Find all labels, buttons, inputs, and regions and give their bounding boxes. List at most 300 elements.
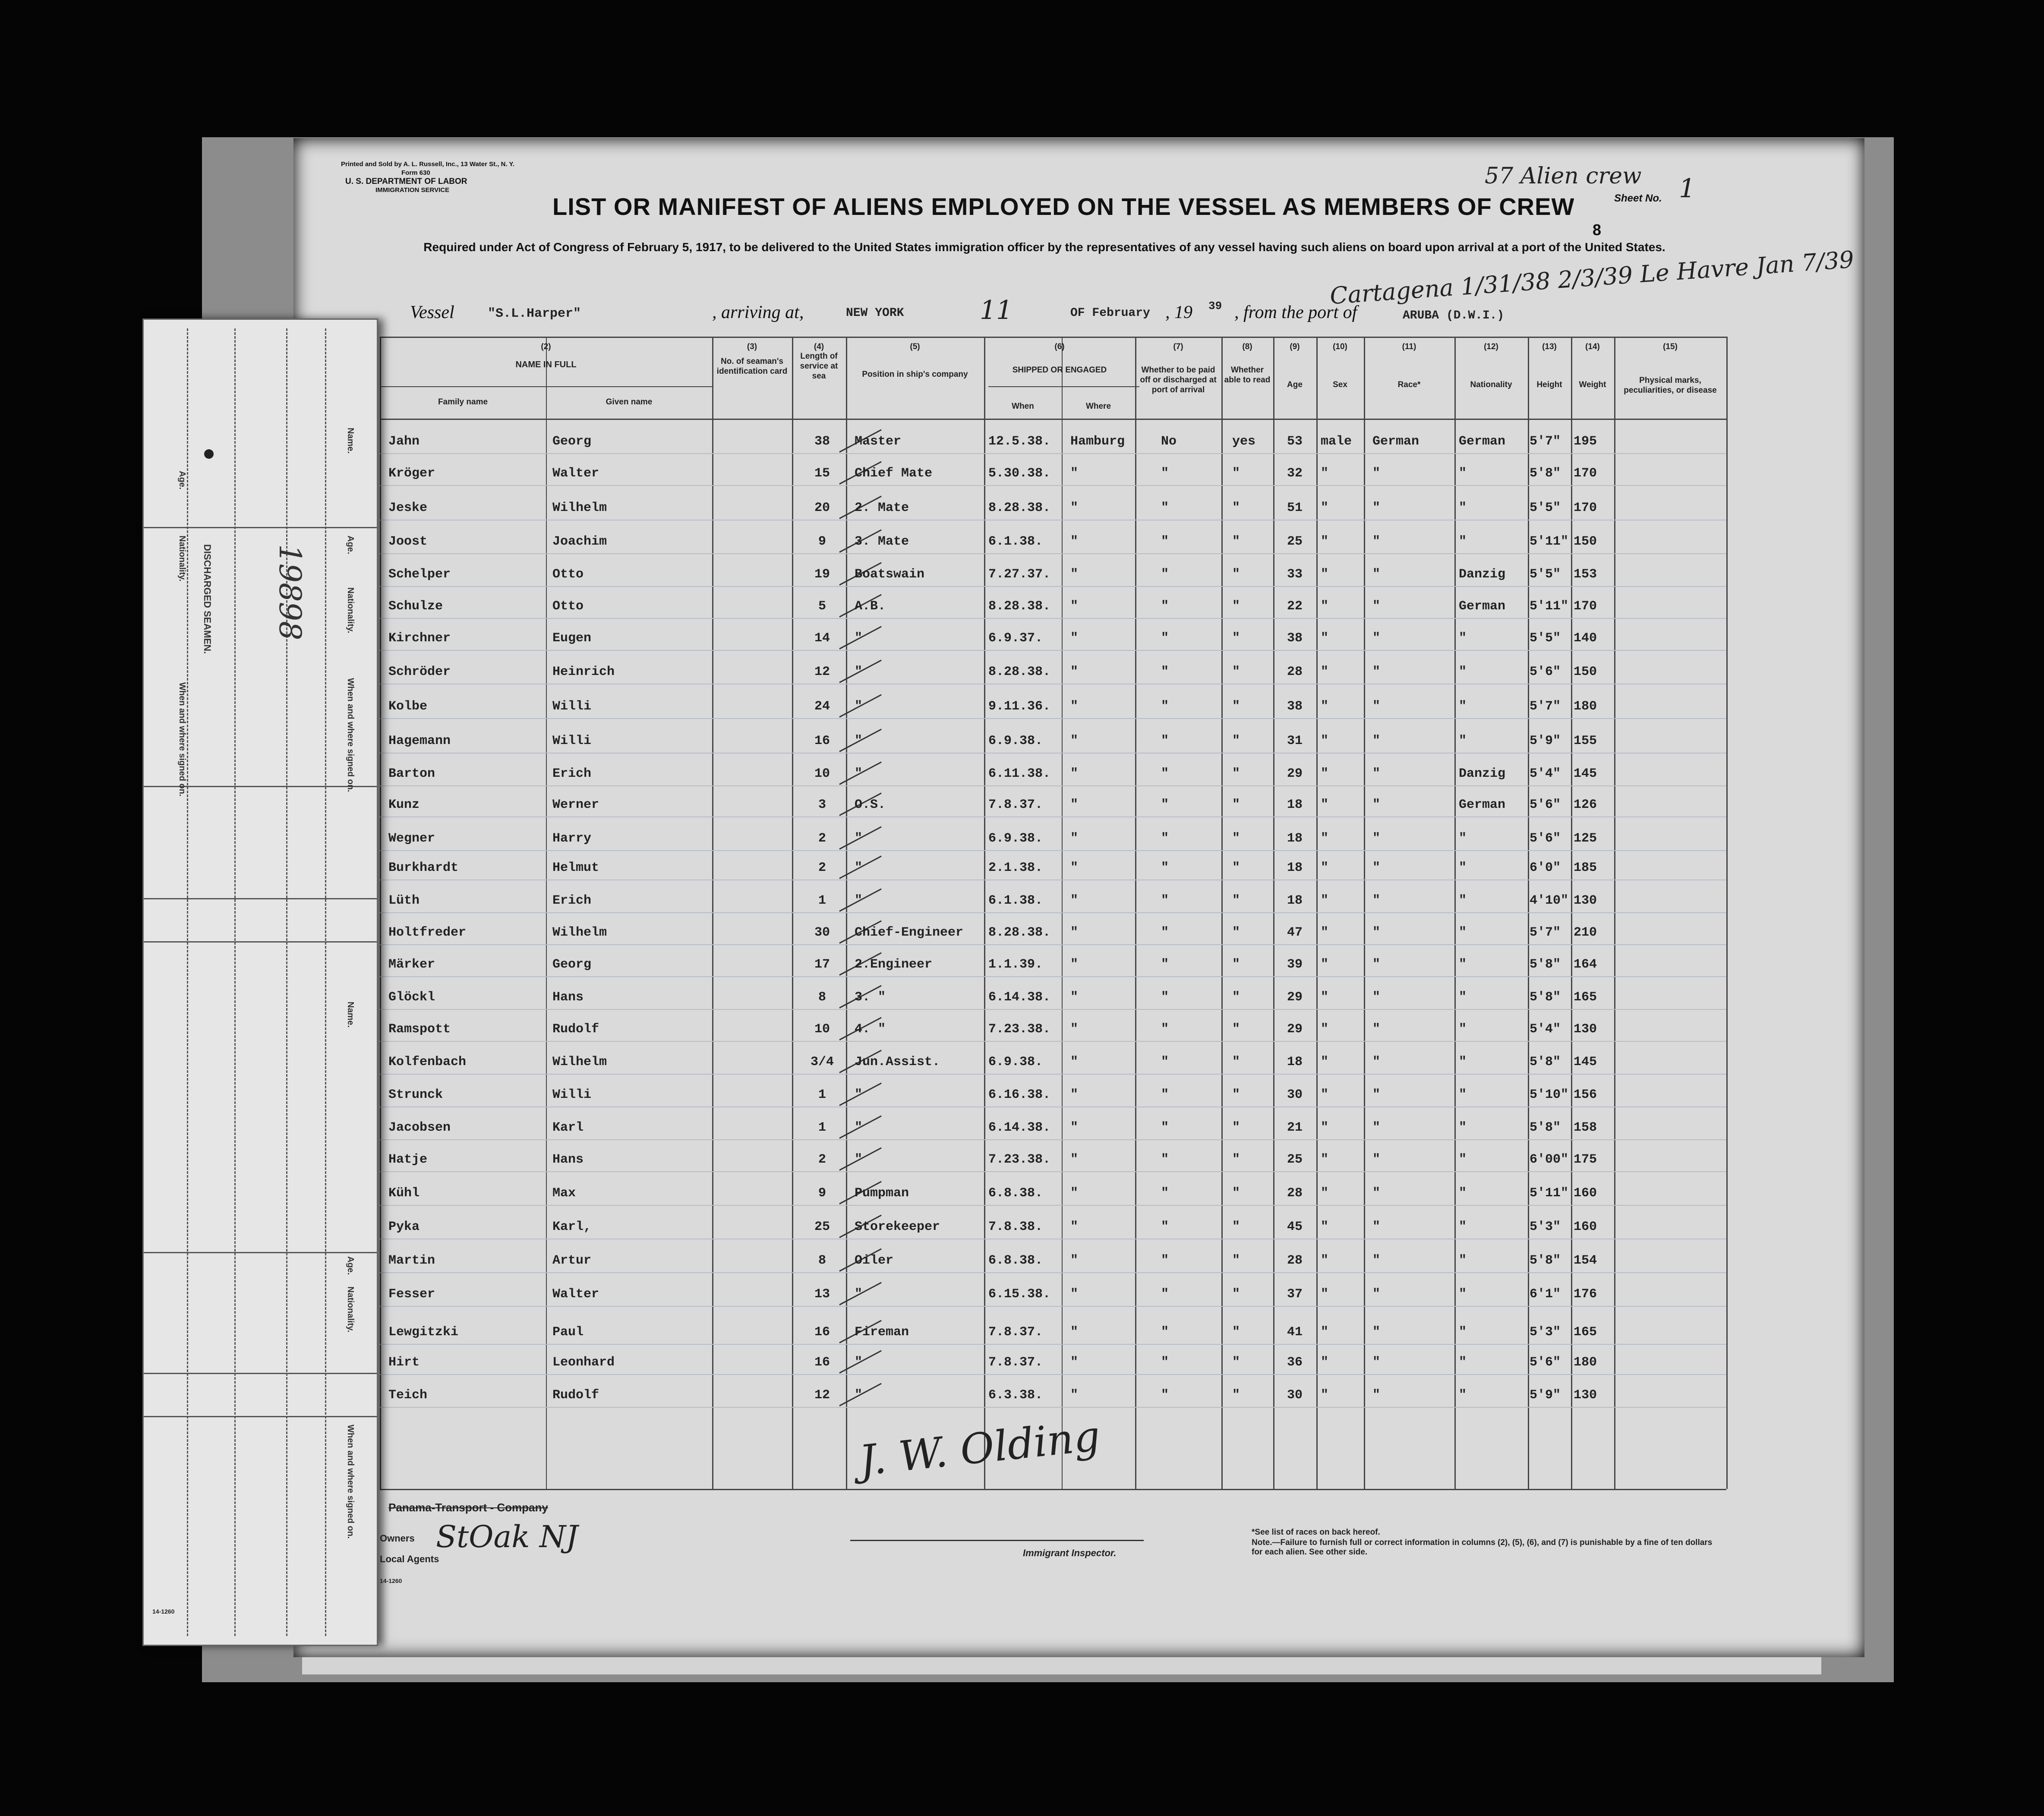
page-subtitle: Required under Act of Congress of February 5, 1917, to be delivered to the United States immigration officer by the representatives of any vessel having such aliens on board upon arrival at a port of the United States. bbox=[423, 240, 1665, 254]
cell-when: 7.23.38. bbox=[988, 1152, 1051, 1167]
cell-given: Willi bbox=[552, 734, 592, 748]
cell-read: " bbox=[1232, 861, 1240, 875]
cell-height: 5'8" bbox=[1530, 466, 1561, 481]
cell-service: 20 bbox=[814, 501, 830, 515]
cell-weight: 156 bbox=[1574, 1088, 1597, 1102]
cell-service: 9 bbox=[818, 1186, 826, 1201]
cell-where: " bbox=[1070, 466, 1079, 481]
cell-race: " bbox=[1372, 1220, 1381, 1234]
cell-when: 8.28.38. bbox=[988, 925, 1051, 940]
cell-position: Jun.Assist. bbox=[855, 1055, 940, 1069]
row-rule bbox=[380, 1407, 1726, 1408]
cell-paid: " bbox=[1161, 1022, 1169, 1037]
col12-number: (12) bbox=[1484, 342, 1498, 351]
given-name-header: Given name bbox=[606, 397, 653, 407]
flap-dashed-line bbox=[286, 328, 287, 1636]
cell-height: 5'9" bbox=[1530, 1388, 1561, 1403]
cell-read: " bbox=[1232, 1287, 1240, 1302]
cell-nationality: " bbox=[1459, 501, 1467, 515]
cell-where: " bbox=[1070, 567, 1079, 582]
cell-read: " bbox=[1232, 1055, 1240, 1069]
col6-header: SHIPPED OR ENGAGED bbox=[1012, 366, 1107, 375]
agents-handwriting: StOak NJ bbox=[436, 1519, 578, 1554]
cell-race: " bbox=[1372, 699, 1381, 714]
cell-given: Willi bbox=[552, 699, 592, 714]
cell-where: " bbox=[1070, 990, 1079, 1005]
cell-position: Pumpman bbox=[855, 1186, 909, 1201]
cell-read: " bbox=[1232, 599, 1240, 614]
cell-height: 4'10" bbox=[1530, 893, 1569, 908]
cell-paid: " bbox=[1161, 1152, 1169, 1167]
cell-sex: " bbox=[1321, 1253, 1329, 1268]
cell-service: 17 bbox=[814, 957, 830, 972]
cell-service: 1 bbox=[818, 893, 826, 908]
cell-weight: 180 bbox=[1574, 699, 1597, 714]
cell-sex: " bbox=[1321, 534, 1329, 549]
col5-header: Position in ship's company bbox=[862, 370, 968, 379]
cell-age: 18 bbox=[1287, 861, 1303, 875]
cell-given: Karl bbox=[552, 1120, 584, 1135]
row-rule bbox=[380, 850, 1726, 851]
cell-race: " bbox=[1372, 1186, 1381, 1201]
col11-header: Race* bbox=[1397, 380, 1421, 389]
owners-label: Owners bbox=[380, 1533, 415, 1544]
cell-when: 7.23.38. bbox=[988, 1022, 1051, 1037]
col9-number: (9) bbox=[1290, 342, 1300, 351]
cell-where: " bbox=[1070, 925, 1079, 940]
cell-age: 51 bbox=[1287, 501, 1303, 515]
cell-read: " bbox=[1232, 1253, 1240, 1268]
cell-age: 25 bbox=[1287, 534, 1303, 549]
cell-service: 16 bbox=[814, 734, 830, 748]
cell-race: " bbox=[1372, 1152, 1381, 1167]
cell-paid: " bbox=[1161, 1220, 1169, 1234]
cell-sex: " bbox=[1321, 466, 1329, 481]
cell-weight: 176 bbox=[1574, 1287, 1597, 1302]
cell-family: Schulze bbox=[388, 599, 443, 614]
cell-race: " bbox=[1372, 1022, 1381, 1037]
cell-family: Kunz bbox=[388, 798, 420, 812]
cell-paid: " bbox=[1161, 957, 1169, 972]
cell-where: " bbox=[1070, 1055, 1079, 1069]
cell-sex: " bbox=[1321, 567, 1329, 582]
cell-age: 31 bbox=[1287, 734, 1303, 748]
row-rule bbox=[380, 1074, 1726, 1075]
cell-when: 7.8.37. bbox=[988, 798, 1043, 812]
cell-age: 29 bbox=[1287, 990, 1303, 1005]
cell-race: " bbox=[1372, 1388, 1381, 1403]
cell-family: Ramspott bbox=[388, 1022, 451, 1037]
cell-sex: " bbox=[1321, 831, 1329, 846]
cell-where: " bbox=[1070, 1253, 1079, 1268]
family-name-header: Family name bbox=[438, 397, 488, 407]
col7-header: Whether to be paid off or discharged at port of arrival bbox=[1140, 366, 1217, 394]
cell-paid: " bbox=[1161, 599, 1169, 614]
cell-when: 12.5.38. bbox=[988, 434, 1051, 449]
cell-race: " bbox=[1372, 1325, 1381, 1340]
cell-family: Schröder bbox=[388, 665, 451, 679]
cell-family: Jahn bbox=[388, 434, 420, 449]
cell-height: 6'1" bbox=[1530, 1287, 1561, 1302]
cell-read: " bbox=[1232, 1325, 1240, 1340]
cell-paid: " bbox=[1161, 1120, 1169, 1135]
cell-age: 47 bbox=[1287, 925, 1303, 940]
handwritten-crew-count: 57 Alien crew bbox=[1485, 163, 1642, 189]
cell-height: 5'7" bbox=[1530, 434, 1561, 449]
inspector-signature: J. W. Olding bbox=[857, 1412, 1103, 1485]
cell-height: 5'3" bbox=[1530, 1220, 1561, 1234]
cell-age: 53 bbox=[1287, 434, 1303, 449]
year-suffix: 39 bbox=[1208, 300, 1222, 312]
cell-when: 6.3.38. bbox=[988, 1388, 1043, 1403]
cell-weight: 155 bbox=[1574, 734, 1597, 748]
row-rule bbox=[380, 1344, 1726, 1345]
cell-race: " bbox=[1372, 1355, 1381, 1370]
cell-weight: 130 bbox=[1574, 1388, 1597, 1403]
cell-read: " bbox=[1232, 501, 1240, 515]
col8-header: Whether able to read bbox=[1224, 366, 1271, 385]
form-number: Form 630 bbox=[401, 169, 430, 177]
cell-given: Max bbox=[552, 1186, 576, 1201]
cell-when: 9.11.36. bbox=[988, 699, 1051, 714]
cell-age: 29 bbox=[1287, 1022, 1303, 1037]
row-rule bbox=[380, 485, 1726, 486]
cell-read: " bbox=[1232, 665, 1240, 679]
cell-height: 5'11" bbox=[1530, 534, 1569, 549]
cell-height: 5'4" bbox=[1530, 766, 1561, 781]
cell-height: 5'8" bbox=[1530, 1120, 1561, 1135]
row-rule bbox=[380, 1272, 1726, 1273]
cell-when: 6.9.38. bbox=[988, 831, 1043, 846]
cell-family: Kröger bbox=[388, 466, 435, 481]
cell-family: Joost bbox=[388, 534, 428, 549]
cell-service: 19 bbox=[814, 567, 830, 582]
cell-paid: " bbox=[1161, 893, 1169, 908]
cell-position: " bbox=[855, 1088, 863, 1102]
cell-given: Joachim bbox=[552, 534, 607, 549]
row-rule bbox=[380, 1009, 1726, 1010]
cell-position: " bbox=[855, 665, 863, 679]
cell-where: Hamburg bbox=[1070, 434, 1125, 449]
flap-form-code: 14-1260 bbox=[152, 1608, 175, 1615]
cell-weight: 175 bbox=[1574, 1152, 1597, 1167]
cell-sex: " bbox=[1321, 957, 1329, 972]
cell-position: " bbox=[855, 1120, 863, 1135]
cell-family: Strunck bbox=[388, 1088, 443, 1102]
cell-age: 37 bbox=[1287, 1287, 1303, 1302]
cell-paid: " bbox=[1161, 1186, 1169, 1201]
cell-service: 1 bbox=[818, 1088, 826, 1102]
manifest-table bbox=[380, 337, 1726, 1498]
row-rule bbox=[380, 586, 1726, 587]
cell-age: 38 bbox=[1287, 699, 1303, 714]
company-name: Panama-Transport - Company bbox=[388, 1501, 548, 1514]
cell-weight: 125 bbox=[1574, 831, 1597, 846]
mark-8: 8 bbox=[1593, 221, 1602, 239]
cell-nationality: " bbox=[1459, 1022, 1467, 1037]
cell-when: 7.27.37. bbox=[988, 567, 1051, 582]
row-rule bbox=[380, 1041, 1726, 1042]
cell-age: 18 bbox=[1287, 831, 1303, 846]
cell-sex: " bbox=[1321, 1120, 1329, 1135]
vessel-label: Vessel bbox=[410, 303, 454, 322]
cell-when: 6.1.38. bbox=[988, 893, 1043, 908]
cell-where: " bbox=[1070, 665, 1079, 679]
sheet-label: Sheet No. bbox=[1614, 192, 1662, 204]
cell-position: " bbox=[855, 893, 863, 908]
inspector-label: Immigrant Inspector. bbox=[1023, 1548, 1117, 1558]
cell-when: 2.1.38. bbox=[988, 861, 1043, 875]
cell-age: 45 bbox=[1287, 1220, 1303, 1234]
cell-paid: " bbox=[1161, 798, 1169, 812]
cell-when: 5.30.38. bbox=[988, 466, 1051, 481]
col6-number: (6) bbox=[1054, 342, 1065, 351]
row-rule bbox=[380, 1139, 1726, 1140]
cell-given: Georg bbox=[552, 434, 592, 449]
flap-stamp-number: 19898 bbox=[272, 544, 308, 640]
cell-sex: " bbox=[1321, 1055, 1329, 1069]
cell-race: " bbox=[1372, 861, 1381, 875]
handwritten-ports: Cartagena 1/31/38 2/3/39 Le Havre Jan 7/39 bbox=[1329, 246, 1855, 310]
cell-height: 5'4" bbox=[1530, 1022, 1561, 1037]
cell-race: " bbox=[1372, 631, 1381, 646]
col3-number: (3) bbox=[747, 342, 757, 351]
cell-paid: " bbox=[1161, 1055, 1169, 1069]
cell-read: " bbox=[1232, 925, 1240, 940]
cell-read: " bbox=[1232, 567, 1240, 582]
flap-rule bbox=[144, 527, 377, 528]
cell-family: Burkhardt bbox=[388, 861, 459, 875]
cell-service: 3/4 bbox=[810, 1055, 834, 1069]
cell-weight: 180 bbox=[1574, 1355, 1597, 1370]
cell-family: Teich bbox=[388, 1388, 428, 1403]
cell-where: " bbox=[1070, 861, 1079, 875]
cell-nationality: " bbox=[1459, 1287, 1467, 1302]
cell-when: 6.9.38. bbox=[988, 734, 1043, 748]
cell-position: " bbox=[855, 1287, 863, 1302]
cell-sex: " bbox=[1321, 861, 1329, 875]
table-top-border bbox=[380, 337, 1726, 338]
cell-read: " bbox=[1232, 631, 1240, 646]
cell-read: " bbox=[1232, 798, 1240, 812]
cell-given: Helmut bbox=[552, 861, 599, 875]
cell-where: " bbox=[1070, 501, 1079, 515]
cell-nationality: " bbox=[1459, 734, 1467, 748]
col4-header: Length of service at sea bbox=[800, 352, 838, 381]
cell-race: " bbox=[1372, 567, 1381, 582]
cell-given: Artur bbox=[552, 1253, 592, 1268]
cell-paid: No bbox=[1161, 434, 1177, 449]
col5-number: (5) bbox=[910, 342, 920, 351]
cell-read: " bbox=[1232, 1022, 1240, 1037]
cell-when: 6.9.38. bbox=[988, 1055, 1043, 1069]
row-rule bbox=[380, 1205, 1726, 1206]
cell-read: " bbox=[1232, 957, 1240, 972]
cell-read: " bbox=[1232, 766, 1240, 781]
cell-sex: " bbox=[1321, 893, 1329, 908]
cell-race: " bbox=[1372, 665, 1381, 679]
cell-paid: " bbox=[1161, 699, 1169, 714]
cell-weight: 210 bbox=[1574, 925, 1597, 940]
when-header: When bbox=[1012, 402, 1034, 411]
cell-age: 41 bbox=[1287, 1325, 1303, 1340]
cell-read: " bbox=[1232, 1152, 1240, 1167]
row-rule bbox=[380, 785, 1726, 786]
cell-sex: " bbox=[1321, 1287, 1329, 1302]
cell-family: Glöckl bbox=[388, 990, 435, 1005]
cell-given: Hans bbox=[552, 1152, 584, 1167]
cell-family: Barton bbox=[388, 766, 435, 781]
flap-sub-when-where: When and where signed on. bbox=[177, 682, 187, 797]
cell-position: 3. " bbox=[855, 990, 886, 1005]
year-prefix: , 19 bbox=[1165, 303, 1192, 322]
cell-given: Harry bbox=[552, 831, 592, 846]
service-name: IMMIGRATION SERVICE bbox=[375, 186, 450, 194]
cell-given: Wilhelm bbox=[552, 925, 607, 940]
cell-nationality: Danzig bbox=[1459, 766, 1506, 781]
cell-family: Lewgitzki bbox=[388, 1325, 459, 1340]
row-rule bbox=[380, 1171, 1726, 1172]
cell-race: " bbox=[1372, 766, 1381, 781]
col9-header: Age bbox=[1287, 380, 1303, 389]
cell-given: Paul bbox=[552, 1325, 584, 1340]
cell-read: " bbox=[1232, 893, 1240, 908]
cell-height: 5'8" bbox=[1530, 1055, 1561, 1069]
cell-race: German bbox=[1372, 434, 1419, 449]
cell-family: Lüth bbox=[388, 893, 420, 908]
cell-paid: " bbox=[1161, 567, 1169, 582]
footer-form-code: 14-1260 bbox=[380, 1577, 402, 1584]
cell-age: 28 bbox=[1287, 665, 1303, 679]
cell-weight: 126 bbox=[1574, 798, 1597, 812]
cell-age: 28 bbox=[1287, 1253, 1303, 1268]
row-rule bbox=[380, 1306, 1726, 1307]
cell-family: Jeske bbox=[388, 501, 428, 515]
cell-position: 2. Mate bbox=[855, 501, 909, 515]
cell-race: " bbox=[1372, 893, 1381, 908]
cell-service: 2 bbox=[818, 861, 826, 875]
cell-read: " bbox=[1232, 1355, 1240, 1370]
cell-position: 3. Mate bbox=[855, 534, 909, 549]
cell-position: Storekeeper bbox=[855, 1220, 940, 1234]
cell-nationality: " bbox=[1459, 957, 1467, 972]
cell-service: 12 bbox=[814, 665, 830, 679]
cell-weight: 165 bbox=[1574, 990, 1597, 1005]
cell-position: Oiler bbox=[855, 1253, 894, 1268]
cell-family: Kolfenbach bbox=[388, 1055, 467, 1069]
cell-position: " bbox=[855, 1152, 863, 1167]
flap-title: DISCHARGED SEAMEN. bbox=[202, 544, 213, 654]
col15-header: Physical marks, peculiarities, or disease bbox=[1624, 376, 1717, 395]
col10-number: (10) bbox=[1333, 342, 1347, 351]
cell-nationality: " bbox=[1459, 925, 1467, 940]
cell-race: " bbox=[1372, 957, 1381, 972]
cell-age: 18 bbox=[1287, 1055, 1303, 1069]
cell-nationality: " bbox=[1459, 1186, 1467, 1201]
page-title: LIST OR MANIFEST OF ALIENS EMPLOYED ON THE VESSEL AS MEMBERS OF CREW bbox=[552, 193, 1575, 220]
cell-sex: " bbox=[1321, 798, 1329, 812]
col10-header: Sex bbox=[1333, 380, 1347, 389]
cell-when: 8.28.38. bbox=[988, 665, 1051, 679]
cell-where: " bbox=[1070, 1287, 1079, 1302]
department-name: U. S. DEPARTMENT OF LABOR bbox=[345, 177, 467, 186]
cell-age: 28 bbox=[1287, 1186, 1303, 1201]
cell-given: Walter bbox=[552, 466, 599, 481]
cell-read: " bbox=[1232, 1088, 1240, 1102]
cell-sex: " bbox=[1321, 734, 1329, 748]
col14-header: Weight bbox=[1579, 380, 1606, 389]
cell-height: 5'10" bbox=[1530, 1088, 1569, 1102]
cell-height: 5'6" bbox=[1530, 798, 1561, 812]
cell-when: 6.8.38. bbox=[988, 1186, 1043, 1201]
cell-position: " bbox=[855, 861, 863, 875]
cell-service: 38 bbox=[814, 434, 830, 449]
cell-given: Werner bbox=[552, 798, 599, 812]
cell-height: 5'9" bbox=[1530, 734, 1561, 748]
cell-height: 5'11" bbox=[1530, 1186, 1569, 1201]
cell-paid: " bbox=[1161, 1355, 1169, 1370]
shipped-subheader-line bbox=[988, 386, 1139, 387]
cell-race: " bbox=[1372, 1287, 1381, 1302]
cell-position: Boatswain bbox=[855, 567, 925, 582]
cell-race: " bbox=[1372, 1120, 1381, 1135]
cell-when: 7.8.38. bbox=[988, 1220, 1043, 1234]
cell-read: " bbox=[1232, 990, 1240, 1005]
where-header: Where bbox=[1085, 402, 1111, 411]
flap-rule bbox=[144, 941, 377, 943]
cell-paid: " bbox=[1161, 534, 1169, 549]
cell-paid: " bbox=[1161, 1253, 1169, 1268]
cell-given: Erich bbox=[552, 893, 592, 908]
cell-weight: 160 bbox=[1574, 1186, 1597, 1201]
cell-height: 5'3" bbox=[1530, 1325, 1561, 1340]
cell-given: Rudolf bbox=[552, 1388, 599, 1403]
cell-when: 1.1.39. bbox=[988, 957, 1043, 972]
cell-weight: 160 bbox=[1574, 1220, 1597, 1234]
cell-where: " bbox=[1070, 1325, 1079, 1340]
cell-height: 5'5" bbox=[1530, 567, 1561, 582]
cell-nationality: " bbox=[1459, 699, 1467, 714]
cell-paid: " bbox=[1161, 734, 1169, 748]
cell-service: 10 bbox=[814, 1022, 830, 1037]
cell-service: 8 bbox=[818, 990, 826, 1005]
cell-position: Master bbox=[855, 434, 902, 449]
cell-nationality: " bbox=[1459, 1088, 1467, 1102]
cell-nationality: " bbox=[1459, 1253, 1467, 1268]
cell-race: " bbox=[1372, 466, 1381, 481]
col-border bbox=[1726, 337, 1728, 1489]
cell-read: " bbox=[1232, 1220, 1240, 1234]
cell-sex: " bbox=[1321, 990, 1329, 1005]
cell-height: 5'11" bbox=[1530, 599, 1569, 614]
cell-read: " bbox=[1232, 466, 1240, 481]
cell-when: 8.28.38. bbox=[988, 599, 1051, 614]
cell-family: Kühl bbox=[388, 1186, 420, 1201]
cell-service: 3 bbox=[818, 798, 826, 812]
cell-height: 5'8" bbox=[1530, 957, 1561, 972]
col4-number: (4) bbox=[814, 342, 824, 351]
cell-when: 6.14.38. bbox=[988, 1120, 1051, 1135]
cell-where: " bbox=[1070, 631, 1079, 646]
cell-nationality: " bbox=[1459, 665, 1467, 679]
row-rule bbox=[380, 553, 1726, 554]
vessel-name: "S.L.Harper" bbox=[488, 306, 581, 321]
cell-nationality: " bbox=[1459, 1055, 1467, 1069]
cell-weight: 130 bbox=[1574, 893, 1597, 908]
cell-paid: " bbox=[1161, 466, 1169, 481]
flap-sub-nationality: Nationality. bbox=[177, 536, 187, 582]
flap-rule bbox=[144, 1416, 377, 1417]
